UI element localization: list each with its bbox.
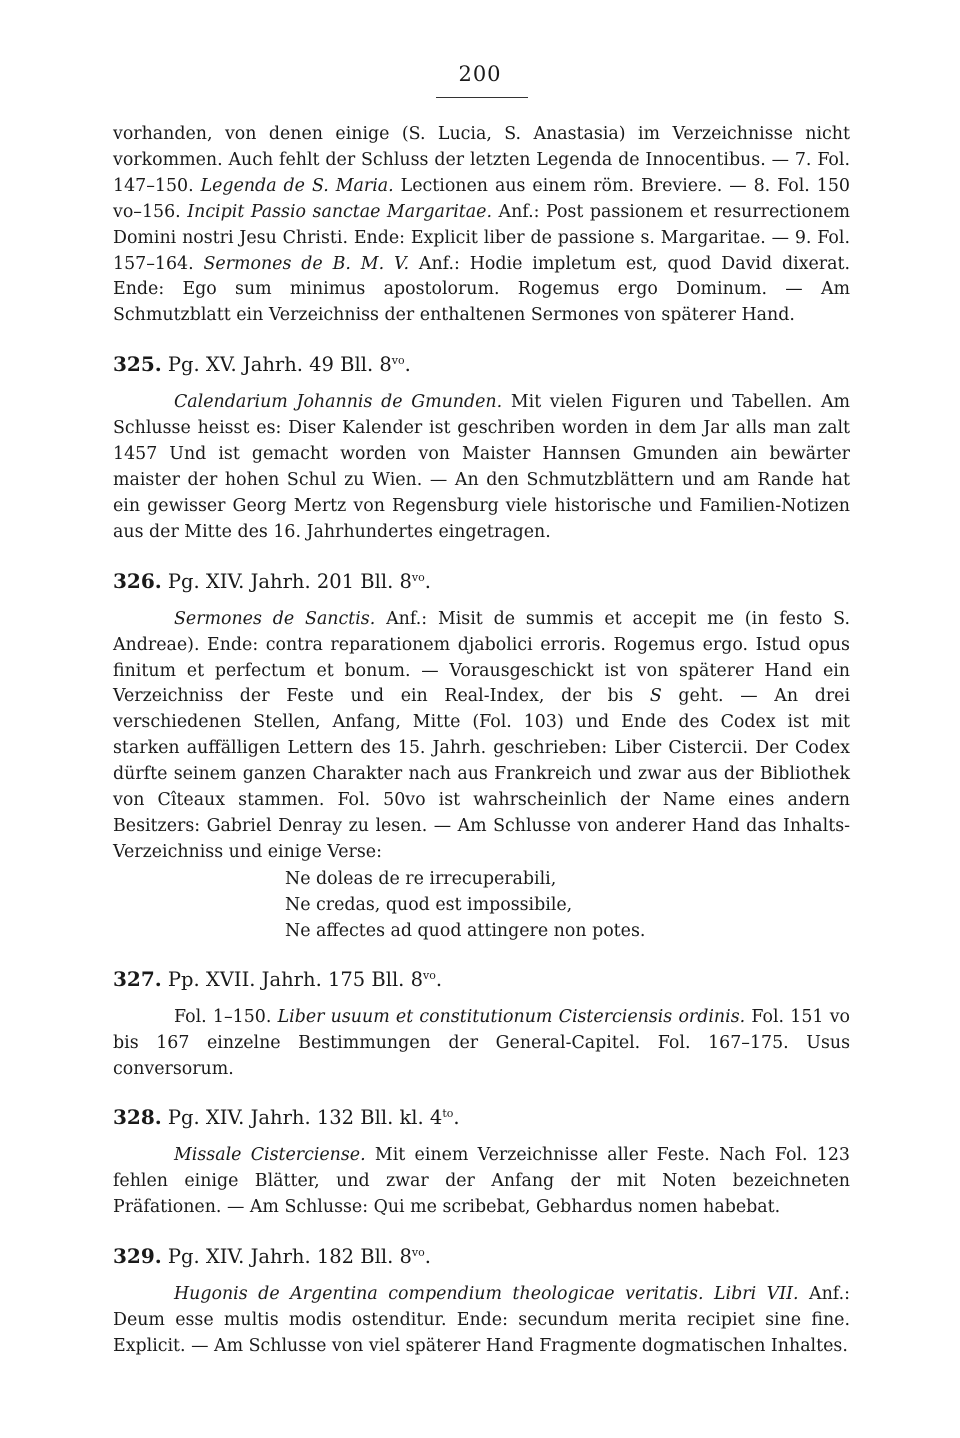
entry-heading-325: 325. Pg. XV. Jahrh. 49 Bll. $8^{vo}$. — [113, 352, 411, 377]
verse-line: Ne credas, quod est impossibile, — [285, 894, 573, 915]
verse-line: Ne affectes ad quod attingere non potes. — [285, 920, 646, 941]
page-body — [113, 122, 850, 1360]
verse-line: Ne doleas de re irrecuperabili, — [285, 868, 557, 889]
entry-body-329: Hugonis de Argentina compendium theologicae veritatis. Libri VII. Anf.: Deum esse multis modis ostenditur. Ende: secundum merita recipiet sine fine. Explicit. — Am Schlusse von viel späterer Hand Fragmente dogmatischen Inhaltes. — [113, 1284, 850, 1356]
entry-heading-329: 329. Pg. XIV. Jahrh. 182 Bll. $8^{vo}$. — [113, 1244, 431, 1269]
entry-body-327: Fol. 1–150. Liber usuum et constitutionum Cisterciensis ordinis. Fol. 151 vo bis 167 einzelne Bestimmungen der General-Capitel. Fol. 167–175. Usus conversorum. — [113, 1006, 850, 1079]
entry-heading-326: 326. Pg. XIV. Jahrh. 201 Bll. $8^{vo}$. — [113, 568, 431, 593]
verse-block — [113, 866, 850, 944]
entry-heading-327: 327. Pp. XVII. Jahrh. 175 Bll. $8^{vo}$. — [113, 966, 443, 991]
page-number: 200 — [458, 62, 502, 86]
entry-body-328: Missale Cisterciense. Mit einem Verzeichnisse aller Feste. Nach Fol. 123 fehlen einige Blätter, und zwar der Anfang der mit Noten bezeichneten Präfationen. — Am Schlusse: Qui me scribebat, Gebhardus nomen habebat. — [113, 1145, 850, 1218]
entry-heading-328: 328. Pg. XIV. Jahrh. 132 Bll. kl. $4^{to}$. — [113, 1105, 460, 1130]
intro-paragraph: vorhanden, von denen einige (S. Lucia, S. Anastasia) im Verzeichnisse nicht vorkommen. Auch fehlt der Schluss der letzten Legenda de Innocentibus. — 7. Fol. 147–150. Legenda de S. Maria. Lectionen aus einem röm. Breviere. — 8. Fol. 150 vo–156. Incipit Passio sanctae Margaritae. Anf.: Post passionem et resurrectionem Domini nostri Jesu Christi. Ende: Explicit liber de passione s. Margaritae. — 9. Fol. 157–164. Sermones de B. M. V. Anf.: Hodie impletum est, quod David dixerat. Ende: Ego sum minimus apostolorum. Rogemus ergo Dominum. — Am Schmutzblatt ein Verzeichniss der enthaltenen Sermones von späterer Hand. — [113, 124, 850, 326]
page-number-rule — [436, 97, 528, 98]
entry-body-325: Calendarium Johannis de Gmunden. Mit vielen Figuren und Tabellen. Am Schlusse heisst es: Diser Kalender ist geschriben worden in dem Jar alls man zalt 1457 Und ist gemacht worden von Maister Hannsen Gmunden ain bewärter maister der hohen Schul zu Wien. — An den Schmutzblättern und am Rande hat ein gewisser Georg Mertz von Regensburg viele historische und Familien-Notizen aus der Mitte des 16. Jahrhundertes eingetragen. — [113, 392, 851, 542]
entry-body-326: Sermones de Sanctis. Anf.: Misit de summis et accepit me (in festo S. Andreae). Ende: contra reparationem djabolici erroris. Rogemus ergo. Istud opus finitum et perfectum et bonum. — Vorausgeschickt ist von späterer Hand ein Verzeichniss der Feste und ein Real-Index, der bis S geht. — An drei verschiedenen Stellen, Anfang, Mitte (Fol. 103) und Ende des Codex ist mit starken auffälligen Lettern des 15. Jahrh. geschrieben: Liber Cistercii. Der Codex dürfte seinem ganzen Charakter nach aus Frankreich und zwar aus der Bibliothek von Cîteaux stammen. Fol. 50vo ist wahrscheinlich der Name eines andern Besitzers: Gabriel Denray zu lesen. — Am Schlusse von anderer Hand das Inhalts-Verzeichniss und einige Verse: — [113, 608, 851, 862]
